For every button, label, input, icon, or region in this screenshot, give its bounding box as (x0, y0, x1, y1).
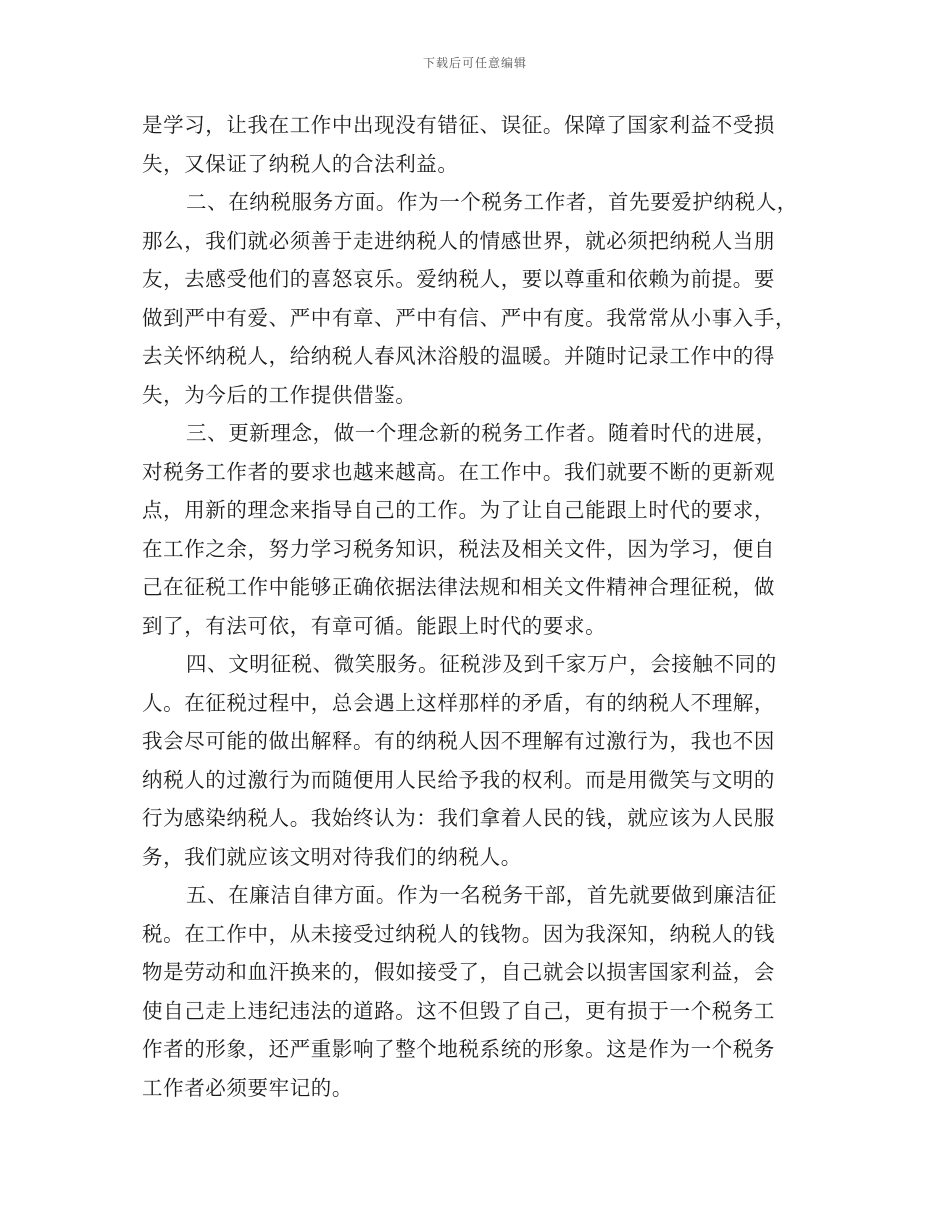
text-line: 做到严中有爱、严中有章、严中有信、严中有度。我常常从小事入手， (142, 305, 797, 330)
text-line: 去关怀纳税人，给纳税人春风沐浴般的温暖。并随时记录工作中的得 (142, 344, 775, 368)
text-line: 四、文明征税、微笑服务。征税涉及到千家万户，会接触不同的 (186, 652, 777, 676)
text-line: 点，用新的理念来指导自己的工作。为了让自己能跟上时代的要求， (142, 498, 775, 522)
text-line: 五、在廉洁自律方面。作为一名税务干部，首先就要做到廉洁征 (186, 883, 777, 907)
text-line: 失，为今后的工作提供借鉴。 (142, 382, 417, 407)
text-line: 友，去感受他们的喜怒哀乐。爱纳税人，要以尊重和依赖为前提。要 (142, 267, 775, 291)
text-line: 行为感染纳税人。我始终认为：我们拿着人民的钱，就应该为人民服 (142, 806, 775, 830)
text-line: 到了，有法可依，有章可循。能跟上时代的要求。 (142, 613, 607, 638)
text-line: 对税务工作者的要求也越来越高。在工作中。我们就要不断的更新观 (142, 459, 775, 484)
text-line: 物是劳动和血汗换来的，假如接受了，自己就会以损害国家利益，会 (142, 960, 775, 984)
text-line: 是学习，让我在工作中出现没有错征、误征。保障了国家利益不受损 (142, 113, 775, 137)
text-line: 工作者必须要牢记的。 (142, 1075, 353, 1100)
text-line: 税。在工作中，从未接受过纳税人的钱物。因为我深知，纳税人的钱 (142, 921, 775, 946)
text-line: 三、更新理念，做一个理念新的税务工作者。随着时代的进展， (186, 421, 777, 445)
body-text (142, 106, 810, 1107)
text-line: 二、在纳税服务方面。作为一个税务工作者，首先要爱护纳税人， (186, 190, 798, 214)
text-line: 人。在征税过程中，总会遇上这样那样的矛盾，有的纳税人不理解， (142, 690, 775, 715)
text-line: 那么，我们就必须善于走进纳税人的情感世界，就必须把纳税人当朋 (142, 228, 775, 253)
text-line: 务，我们就应该文明对待我们的纳税人。 (142, 844, 522, 869)
text-line: 纳税人的过激行为而随便用人民给予我的权利。而是用微笑与文明的 (142, 767, 775, 792)
text-line: 使自己走上违纪违法的道路。这不但毁了自己，更有损于一个税务工 (142, 998, 775, 1023)
text-line: 我会尽可能的做出解释。有的纳税人因不理解有过激行为，我也不因 (142, 729, 775, 753)
text-line: 失，又保证了纳税人的合法利益。 (142, 151, 459, 176)
text-line: 己在征税工作中能够正确依据法律法规和相关文件精神合理征税，做 (142, 575, 775, 599)
text-line: 作者的形象，还严重影响了整个地税系统的形象。这是作为一个税务 (142, 1037, 775, 1061)
text-line: 在工作之余，努力学习税务知识，税法及相关文件，因为学习，便自 (142, 536, 775, 561)
header-note: 下载后可任意编辑 (422, 56, 527, 70)
